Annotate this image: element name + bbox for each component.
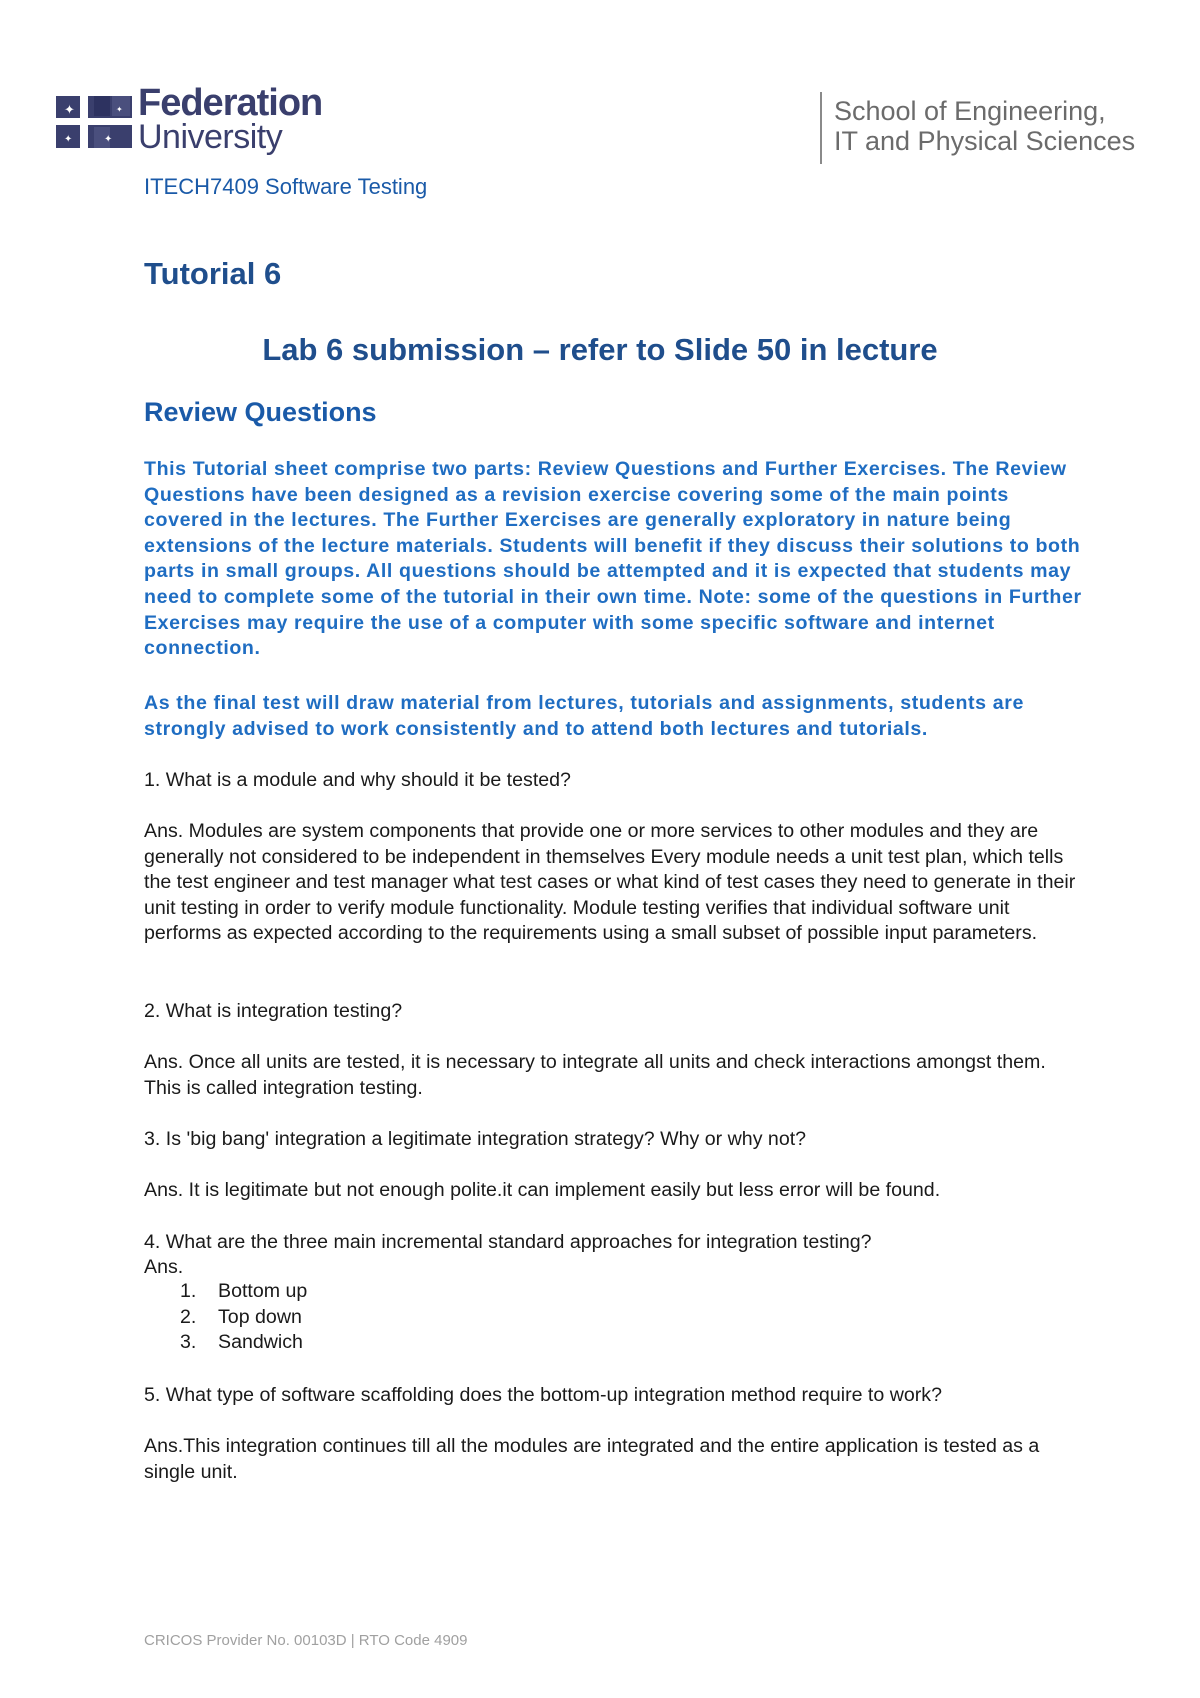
list-text: Top down xyxy=(218,1305,302,1328)
answer-3: Ans. It is legitimate but not enough polite.it can implement easily but less error will be found. xyxy=(144,1179,941,1201)
svg-text:✦: ✦ xyxy=(116,105,123,114)
list-item xyxy=(180,1305,307,1331)
section-heading: Review Questions xyxy=(144,397,377,427)
school-line2: IT and Physical Sciences xyxy=(834,126,1136,156)
approaches-list xyxy=(180,1279,307,1356)
answer-5: Ans.This integration continues till all the modules are integrated and the entire application is tested as a single unit. xyxy=(144,1435,1040,1483)
answer-2: Ans. Once all units are tested, it is necessary to integrate all units and check interactions amongst them. This is called integration testing. xyxy=(144,1051,1046,1099)
list-text: Sandwich xyxy=(218,1331,303,1354)
question-3: 3. Is 'big bang' integration a legitimate integration strategy? Why or why not? xyxy=(144,1128,807,1150)
logo-flag-icon xyxy=(56,90,132,154)
svg-text:✦: ✦ xyxy=(64,134,73,145)
answer-1: Ans. Modules are system components that provide one or more services to other modules and they are generally not considered to be independent in themselves Every module needs a unit test plan, which tells the test engineer and test manager what test cases or what kind of test cases they need to generate in their unit testing in order to verify module functionality. Module testing verifies that individual software unit performs as expected according to the requirements using a small subset of possible input parameters. xyxy=(144,820,1076,945)
list-number: 2. xyxy=(180,1305,197,1328)
logo-text-line2: University xyxy=(138,118,283,156)
school-line1: School of Engineering, xyxy=(834,96,1106,126)
advice-paragraph: As the final test will draw material from lectures, tutorials and assignments, students are strongly advised to work consistently and to attend both lectures and tutorials. xyxy=(144,692,1024,740)
school-name xyxy=(834,96,1135,156)
answer-4-label: Ans. xyxy=(144,1256,184,1278)
question-1: 1. What is a module and why should it be tested? xyxy=(144,769,571,791)
list-item xyxy=(180,1279,307,1305)
tutorial-title: Tutorial 6 xyxy=(144,256,282,291)
question-4: 4. What are the three main incremental standard approaches for integration testing? xyxy=(144,1231,872,1253)
list-text: Bottom up xyxy=(218,1280,308,1302)
course-title: ITECH7409 Software Testing xyxy=(144,174,428,199)
footer-cricos: CRICOS Provider No. 00103D | RTO Code 4909 xyxy=(144,1632,468,1649)
header-divider xyxy=(820,92,822,164)
list-number: 1. xyxy=(180,1280,197,1302)
list-item xyxy=(180,1330,307,1356)
svg-text:✦: ✦ xyxy=(104,134,113,145)
svg-text:✦: ✦ xyxy=(64,103,75,118)
federation-university-logo xyxy=(56,82,326,158)
lab-title: Lab 6 submission – refer to Slide 50 in lecture xyxy=(262,332,938,367)
question-5: 5. What type of software scaffolding does the bottom-up integration method require to work? xyxy=(144,1384,942,1406)
list-number: 3. xyxy=(180,1331,197,1354)
intro-paragraph: This Tutorial sheet comprise two parts: Review Questions and Further Exercises. The Review Questions have been designed as a revision exercise covering some of the main points covered in the lectures. The Further Exercises are generally exploratory in nature being extensions of the lecture materials. Students will benefit if they discuss their solutions to both parts in small groups. All questions should be attempted and it is expected that students may need to complete some of the tutorial in their own time. Note: some of the questions in Further Exercises may require the use of a computer with some specific software and internet connection. xyxy=(144,458,1082,660)
question-2: 2. What is integration testing? xyxy=(144,1000,403,1022)
logo-text-line1: Federation xyxy=(138,82,323,124)
